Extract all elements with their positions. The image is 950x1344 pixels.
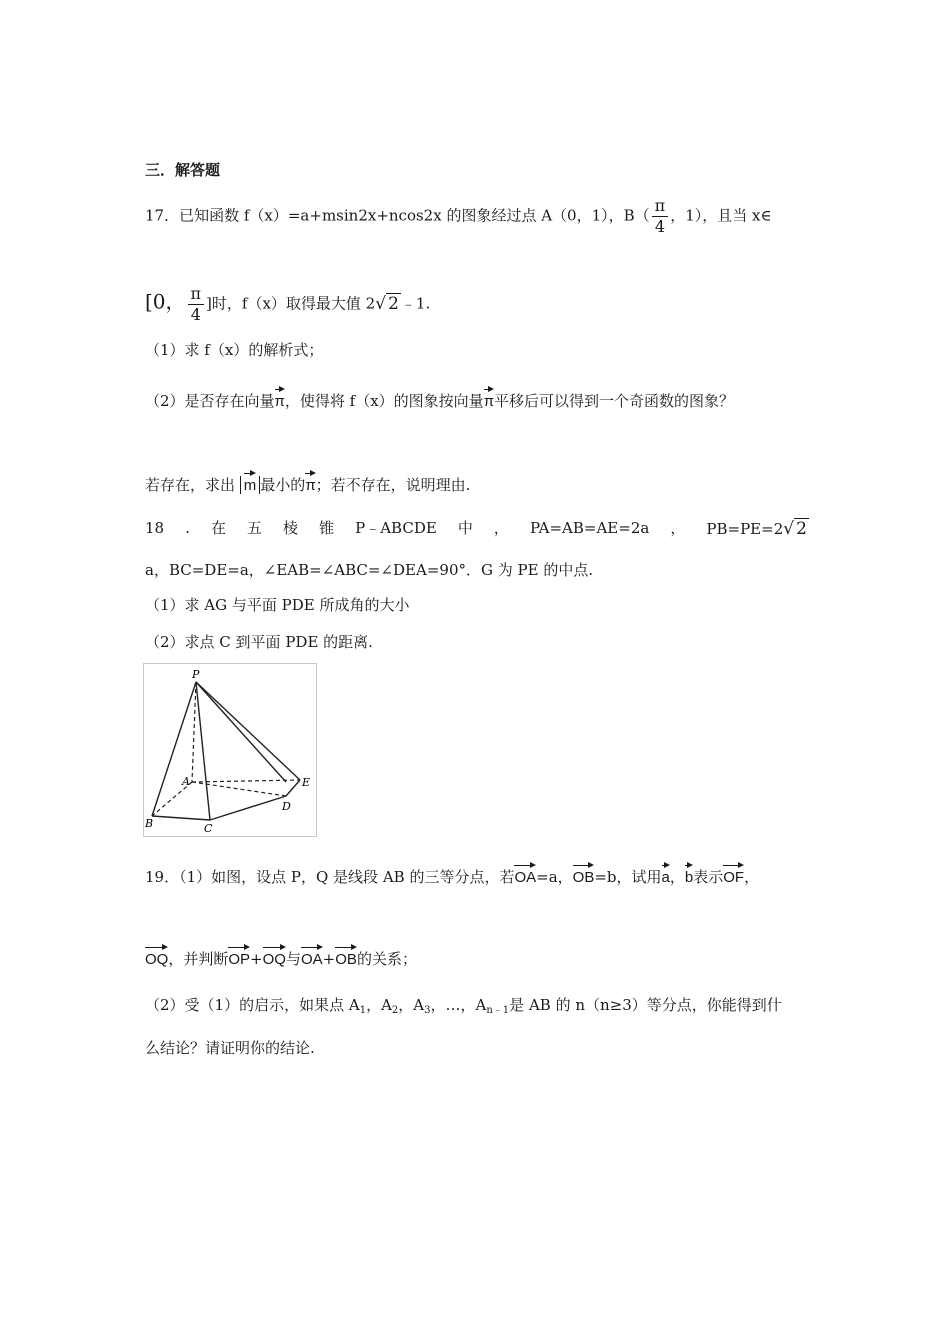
edge-DE <box>286 780 300 796</box>
vector-pi: π <box>275 386 285 412</box>
vector-OB: OB <box>573 862 595 888</box>
label-P: P <box>192 668 200 681</box>
q18-word: P﹣ABCDE <box>355 519 437 537</box>
q18-part2: （2）求点 C 到平面 PDE 的距离. <box>145 633 373 651</box>
q19-eq-b: =b <box>594 868 617 886</box>
q19-line2-b: 与 <box>285 950 301 968</box>
q19-part2-e: 是 AB 的 n（n≥3）等分点，你能得到什 <box>509 996 782 1014</box>
q17-part1: （1）求 f（x）的解析式； <box>145 341 324 359</box>
q18-line1 <box>145 518 809 539</box>
vector-b: b <box>685 862 693 888</box>
sqrt-symbol: √ 2 <box>375 293 399 314</box>
q19-text-c: 表示 <box>693 868 724 886</box>
q18-word: 棱 <box>283 519 299 537</box>
q18-word: PA=AB=AE=2a <box>529 519 650 537</box>
q17-part2-c: 平移后可以得到一个奇函数的图象？ <box>494 392 735 410</box>
edge-AD-hidden <box>192 782 286 796</box>
q18-word: 中 <box>457 519 473 537</box>
q17-part2-a: （2）是否存在向量 <box>145 392 275 410</box>
q19-sep: ， <box>557 868 573 886</box>
label-B: B <box>145 817 154 830</box>
q19-line2-a: ，并判断 <box>168 950 229 968</box>
edge-CD <box>210 796 286 820</box>
q17-text-b: ，1），且当 x∈ <box>670 206 772 225</box>
vector-OA: OA <box>514 862 536 888</box>
label-D: D <box>282 800 291 813</box>
q19-line1 <box>145 862 759 888</box>
abs-vector-m <box>240 476 261 494</box>
q17-fraction-2 <box>188 284 205 325</box>
q19-part2-a: （2）受（1）的启示，如果点 A <box>145 996 360 1014</box>
frac-numerator: π <box>654 196 666 215</box>
vector-OB: OB <box>335 944 357 970</box>
q18-word: 五 <box>246 519 262 537</box>
vector-pi: π <box>305 470 315 496</box>
edge-PC <box>196 682 210 820</box>
pyramid-figure <box>143 663 317 837</box>
sqrt-radicand: 2 <box>796 519 807 539</box>
subscript: 3 <box>424 1005 431 1016</box>
edge-PB <box>152 682 196 816</box>
q18-word: 锥 <box>319 519 335 537</box>
vector-a: a <box>662 862 670 888</box>
q19-eq-a: =a <box>536 868 558 886</box>
q18-part1: （1）求 AG 与平面 PDE 所成角的大小 <box>145 596 410 614</box>
q17-part2 <box>145 386 734 412</box>
q18-num: 18 <box>145 519 165 537</box>
subscript: 1 <box>359 1005 367 1016</box>
sqrt-symbol: √ 2 <box>783 519 807 539</box>
vector-OQ: OQ <box>263 944 286 970</box>
q18-pb: PB=PE=2 <box>706 520 784 538</box>
q19-text-a: 19．（1）如图，设点 P，Q 是线段 AB 的三等分点，若 <box>145 868 515 886</box>
q17-text-d: ﹣1. <box>400 294 431 313</box>
q19-comma: ， <box>669 868 685 886</box>
plus-sign: + <box>322 950 336 968</box>
q17-line2 <box>145 284 430 325</box>
label-E: E <box>302 776 311 789</box>
q17-text-a: 17．已知函数 f（x）=a+msin2x+ncos2x 的图象经过点 A（0，1），B（ <box>145 206 650 225</box>
q19-part2-d: ，…，A <box>430 996 487 1014</box>
q17-part2-line2-a: 若存在，求出 <box>145 476 236 494</box>
q17-part2-b: ，使得将 f（x）的图象按向量 <box>284 392 484 410</box>
edge-PD <box>196 682 286 782</box>
q18-word: ， <box>670 519 686 537</box>
vector-OA: OA <box>301 944 323 970</box>
q19-part2-b: ，A <box>366 996 392 1014</box>
q17-fraction <box>652 196 669 237</box>
q17-line1 <box>145 196 772 237</box>
q17-part2-line2 <box>145 470 470 496</box>
vector-m: m <box>244 470 257 496</box>
q18-line2: a，BC=DE=a，∠EAB=∠ABC=∠DEA=90°．G 为 PE 的中点. <box>145 561 594 579</box>
subscript: 2 <box>391 1005 399 1016</box>
q19-text-b: ，试用 <box>616 868 662 886</box>
vector-OF: OF <box>723 862 744 888</box>
q18-word: ， <box>493 519 509 537</box>
q17-part2-line2-b: 最小的 <box>260 476 306 494</box>
label-C: C <box>204 822 213 835</box>
vector-OP: OP <box>228 944 250 970</box>
section-heading: 三．解答题 <box>145 161 221 179</box>
edge-BC <box>152 816 210 820</box>
pyramid-diagram <box>144 664 316 836</box>
q18-dot: . <box>185 519 190 537</box>
sqrt-radicand: 2 <box>388 293 399 314</box>
plus-sign: + <box>250 950 263 968</box>
q19-part2 <box>145 995 782 1021</box>
frac-numerator: π <box>190 284 202 303</box>
q19-line2-c: 的关系； <box>356 950 417 968</box>
q19-line2 <box>145 944 417 970</box>
q18-word: 在 <box>210 519 226 537</box>
q17-text-c: ]时，f（x）取得最大值 2 <box>206 294 376 313</box>
label-A: A <box>182 775 190 788</box>
edge-AE-hidden <box>192 780 300 782</box>
vector-pi: π <box>484 386 494 412</box>
q17-part2-line2-c: ；若不存在，说明理由. <box>315 476 471 494</box>
edge-PA-hidden <box>192 682 196 782</box>
frac-denominator: 4 <box>652 216 669 237</box>
frac-denominator: 4 <box>188 304 205 325</box>
edge-PE <box>196 682 300 780</box>
subscript: n﹣1 <box>486 1005 510 1016</box>
vector-OQ: OQ <box>145 944 168 970</box>
interval-open: [0， <box>145 289 186 314</box>
q19-part2-c: ，A <box>398 996 425 1014</box>
q19-end: ， <box>744 868 760 886</box>
q18-word <box>706 518 809 539</box>
q19-part2-line2: 么结论？请证明你的结论. <box>145 1039 315 1057</box>
